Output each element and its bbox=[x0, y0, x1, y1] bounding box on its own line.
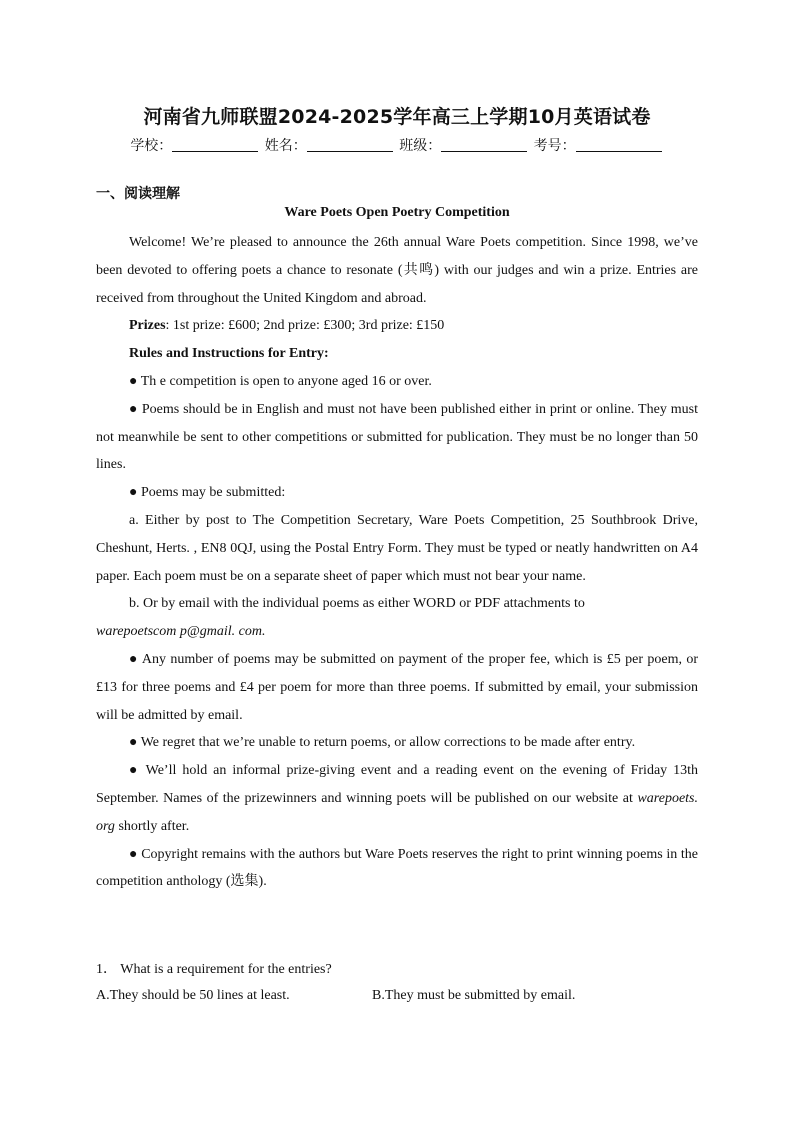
rule-fees: ● Any number of poems may be submitted on payment of the proper fee, which is £5 per poem, or £13 for three poems and £4 per poem for more than three poems. If submitted by email, your submission will be admitted by email. bbox=[96, 651, 698, 723]
exam-number-label: 考号： bbox=[533, 138, 576, 154]
rule-age: ● Th e competition is open to anyone aged 16 or over. bbox=[129, 373, 432, 389]
question-1-option-a[interactable]: A.They should be 50 lines at least. bbox=[96, 988, 290, 1003]
student-info-line bbox=[96, 135, 698, 155]
prizes-line bbox=[96, 312, 698, 340]
events-text: ● We’ll hold an informal prize-giving event and a reading event on the evening of Friday 13th September. Names of the prizewinners and winning poets will be published on our website at bbox=[96, 763, 698, 806]
rule-submission-post: a. Either by post to The Competition Secretary, Ware Poets Competition, 25 Southbrook Drive, Cheshunt, Herts. , EN8 0QJ, using the Postal Entry Form. They must be typed or neatly handwritten on A4 paper. Each poem must be on a separate sheet of paper which must not bear your name. bbox=[96, 512, 698, 584]
prizes-label: Prizes bbox=[129, 318, 166, 334]
rule-submission-email: b. Or by email with the individual poems as either WORD or PDF attachments to bbox=[129, 596, 585, 612]
school-blank[interactable] bbox=[172, 137, 258, 152]
exam-number-blank[interactable] bbox=[576, 137, 662, 152]
website-link: warepoets. org bbox=[96, 790, 699, 834]
class-label: 班级： bbox=[399, 138, 442, 154]
email-address: warepoetscom p@gmail. com. bbox=[96, 624, 266, 640]
school-label: 学校： bbox=[130, 138, 173, 154]
question-1-option-b[interactable]: B.They must be submitted by email. bbox=[372, 988, 576, 1003]
question-1-stem: 1． What is a requirement for the entries? bbox=[96, 962, 332, 977]
section-heading: 一、阅读理解 bbox=[96, 186, 180, 202]
prizes-text: : 1st prize: £600; 2nd prize: £300; 3rd prize: £150 bbox=[165, 318, 445, 334]
events-text-end: shortly after. bbox=[114, 818, 190, 834]
name-blank[interactable] bbox=[307, 137, 393, 152]
intro-paragraph: Welcome! We’re pleased to announce the 26th annual Ware Poets competition. Since 1998, we’ve been devoted to offering poets a chance to resonate (共鸣) with our judges and win a prize. Entries are received from throughout the United Kingdom and abroad. bbox=[96, 235, 698, 306]
name-label: 姓名： bbox=[264, 138, 307, 154]
rules-heading: Rules and Instructions for Entry: bbox=[129, 346, 329, 362]
rule-copyright: ● Copyright remains with the authors but Ware Poets reserves the right to print winning poems in the competition anthology (选集). bbox=[96, 846, 698, 890]
rule-no-returns: ● We regret that we’re unable to return poems, or allow corrections to be made after entry. bbox=[129, 735, 636, 751]
exam-title: 河南省九师联盟2024-2025学年高三上学期10月英语试卷 bbox=[143, 106, 651, 128]
class-blank[interactable] bbox=[441, 137, 527, 152]
rule-language: ● Poems should be in English and must not have been published either in print or online. They must not meanwhile be sent to other competitions or submitted for publication. They must be no longer than 50 lines. bbox=[96, 401, 698, 473]
passage-title: Ware Poets Open Poetry Competition bbox=[284, 205, 510, 220]
rule-events bbox=[96, 757, 698, 840]
passage-body bbox=[96, 229, 698, 896]
rule-submission: ● Poems may be submitted: bbox=[129, 485, 286, 501]
